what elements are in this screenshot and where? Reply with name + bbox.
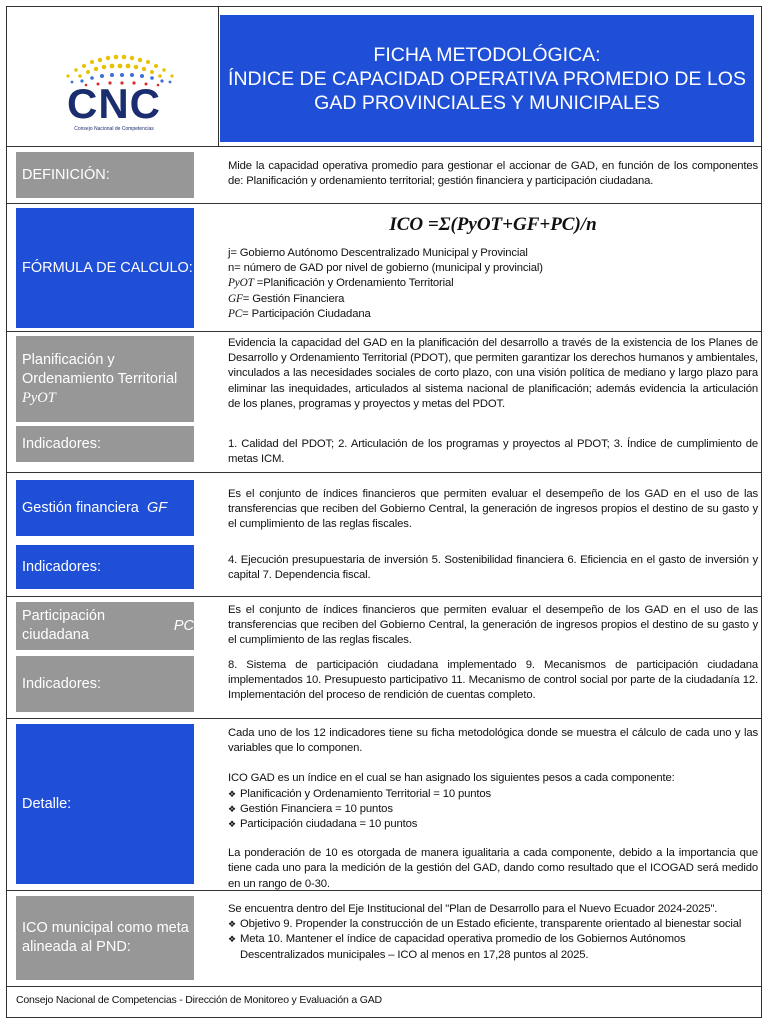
row-separator (6, 203, 762, 204)
header-divider (218, 6, 219, 146)
gestion-indicadores-label: Indicadores: (16, 545, 194, 589)
row-separator (6, 718, 762, 719)
planificacion-indicadores-label: Indicadores: (16, 426, 194, 462)
pc-symbol: PC (228, 307, 243, 320)
pyot-definition: =Planificación y Ordenamiento Territorial (253, 277, 454, 290)
ico-pnd-content (228, 902, 758, 963)
page-title-line1: FICHA METODOLÓGICA: (373, 43, 601, 66)
pc-definition: = Participación Ciudadana (242, 307, 371, 320)
list-item: ❖ Meta 10. Mantener el índice de capacidad operativa promedio de los Gobiernos Autónomos Descentralizados municipales – ICO al menos en 17,28 puntos al 2025. (228, 932, 758, 962)
planificacion-label (16, 336, 194, 422)
detalle-paragraph-1: Cada uno de los 12 indicadores tiene su ficha metodológica donde se muestra el cálculo de cada uno y las variables que lo componen. (228, 727, 758, 755)
detalle-content (228, 726, 758, 892)
detalle-weights-list (228, 787, 758, 833)
row-separator (6, 472, 762, 473)
row-separator (6, 331, 762, 332)
participacion-label-symbol: PC (173, 617, 194, 634)
participacion-text: Es el conjunto de índices financieros que permiten evaluar el desempeño de los GAD en el uso de las transferencias que reciben del Gobierno Central, la generación de ingresos propios el destino de su gasto y el cumplimiento de las reglas fiscales. (228, 604, 758, 647)
planificacion-label-line1: Planificación y (22, 351, 115, 368)
row-separator (6, 596, 762, 597)
planificacion-indicadores-text: 1. Calidad del PDOT; 2. Articulación de los programas y proyectos al PDOT; 3. Índice de cumplimiento de metas ICM. (228, 438, 758, 466)
gf-symbol: GF (228, 292, 243, 305)
formula-line-pyot (228, 276, 758, 291)
list-item: ❖ Objetivo 9. Propender la construcción de un Estado eficiente, transparente orientado al bienestar social (228, 917, 758, 932)
planificacion-text: Evidencia la capacidad del GAD en la planificación del desarrollo a través de la existencia de los Planes de Desarrollo y Ordenamiento Territorial (PDOT), que permiten garantizar los derechos humanos y ambientales, vinculados a las necesidades sociales de corto plazo, con una visión política de mediano y largo plazo para eliminar las inequidades, articulados al sistema nacional de planificación; además evidencia la articulación de los planes, programas y proyectos y metas del PDOT. (228, 337, 758, 410)
logo-text: CNC (67, 80, 161, 127)
definicion-label: DEFINICIÓN: (16, 152, 194, 198)
ico-pnd-label (16, 896, 194, 980)
list-item: ❖ Participación ciudadana = 10 puntos (228, 817, 758, 832)
list-item: ❖ Planificación y Ordenamiento Territorial = 10 puntos (228, 787, 758, 802)
participacion-indicadores-text: 8. Sistema de participación ciudadana implementado 9. Mecanismos de participación ciudadana implementados 10. Presupuesto participativo 11. Mecanismo de control social por parte de la ciudadanía 12. Implementación del proceso de rendición de cuentas completo. (228, 659, 758, 702)
formula-line-pc (228, 307, 758, 322)
row-separator (6, 986, 762, 987)
ico-pnd-list (228, 917, 758, 963)
participacion-indicadores-label: Indicadores: (16, 656, 194, 712)
gestion-text: Es el conjunto de índices financieros que permiten evaluar el desempeño de los GAD en el uso de las transferencias que reciben del Gobierno Central, la generación de ingresos propios el destino de su gasto y el cumplimiento de las reglas fiscales. (228, 488, 758, 531)
footer-text: Consejo Nacional de Competencias - Dirección de Monitoreo y Evaluación a GAD (16, 994, 382, 1006)
formula-label: FÓRMULA DE CALCULO: (16, 208, 194, 328)
logo-subtext: Consejo Nacional de Competencias (74, 126, 154, 132)
gestion-label (16, 480, 194, 536)
row-separator (6, 146, 762, 147)
gestion-label-symbol: GF (146, 499, 168, 516)
gestion-indicadores-text: 4. Ejecución presupuestaria de inversión 5. Sostenibilidad financiera 6. Eficiencia en el gasto de inversión y capital 7. Dependencia fiscal. (228, 554, 758, 582)
planificacion-label-symbol: PyOT (22, 389, 56, 406)
detalle-paragraph-2: ICO GAD es un índice en el cual se han asignado los siguientes pesos a cada componente: (228, 772, 675, 785)
detalle-label: Detalle: (16, 724, 194, 884)
list-item: ❖ Gestión Financiera = 10 puntos (228, 802, 758, 817)
logo (16, 14, 212, 142)
page-title-line2: ÍNDICE DE CAPACIDAD OPERATIVA PROMEDIO DE LOS (228, 67, 746, 90)
formula-line-gf (228, 292, 758, 307)
row-separator (6, 890, 762, 891)
pyot-symbol: PyOT (228, 277, 254, 290)
participacion-label (16, 602, 194, 650)
ico-pnd-label-line1: ICO municipal como meta (22, 920, 189, 936)
formula-definitions (228, 246, 758, 322)
detalle-paragraph-3: La ponderación de 10 es otorgada de manera igualitaria a cada componente, debido a la importancia que tiene cada uno para la medición de la gestión del GAD, dando como resultado que el ICOGAD será medido en un rango de 0-30. (228, 847, 758, 890)
ico-pnd-label-line2: alineada al PND: (22, 939, 131, 955)
planificacion-label-line2: Ordenamiento Territorial (22, 370, 178, 387)
gf-definition: = Gestión Financiera (242, 292, 345, 305)
formula-line-n: n= número de GAD por nivel de gobierno (municipal y provincial) (228, 262, 543, 275)
page-title-line3: GAD PROVINCIALES Y MUNICIPALES (314, 91, 660, 114)
header-title-box (220, 15, 754, 142)
definicion-text: Mide la capacidad operativa promedio para gestionar el accionar de GAD, en función de los componentes de: Planificación y ordenamiento territorial; gestión financiera y participación ciudadana. (228, 160, 758, 188)
formula-line-j: j= Gobierno Autónomo Descentralizado Municipal y Provincial (228, 247, 528, 259)
formula-equation: ICO =Σ(PyOT+GF+PC)/n (389, 214, 597, 235)
gestion-label-text: Gestión financiera (22, 499, 139, 516)
ico-pnd-intro: Se encuentra dentro del Eje Institucional del "Plan de Desarrollo para el Nuevo Ecuador 2024-2025". (228, 903, 718, 915)
participacion-label-text: Participación ciudadana (22, 608, 106, 643)
